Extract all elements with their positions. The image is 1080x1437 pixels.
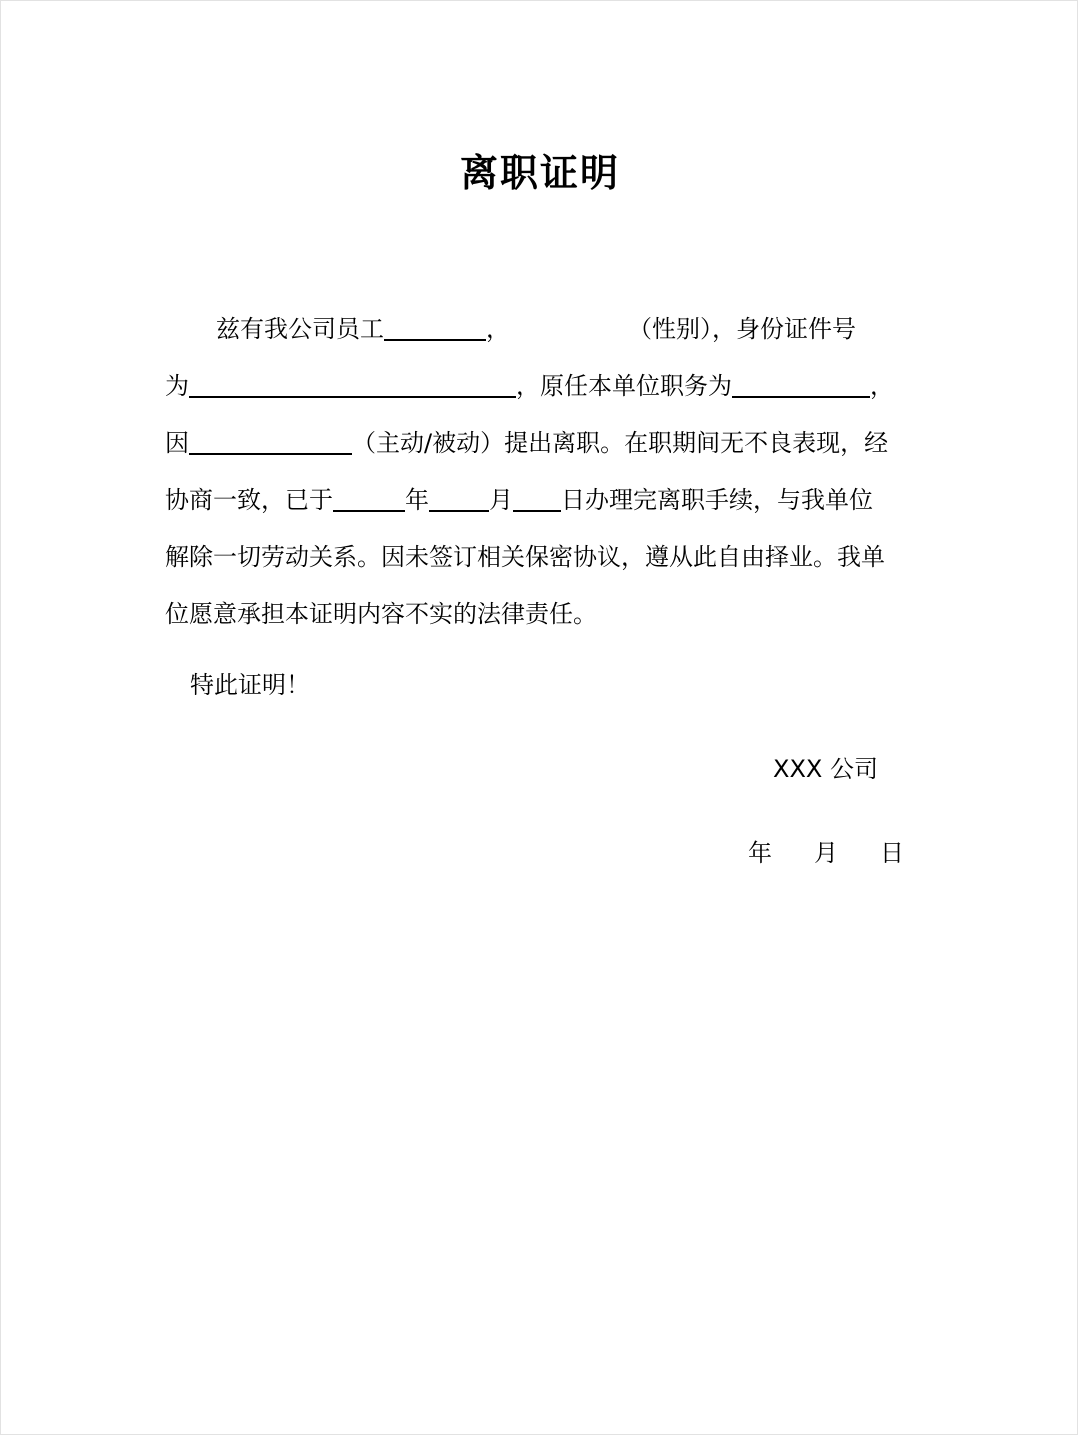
text-position-intro: ，原任本单位职务为	[516, 372, 732, 400]
signature-year: 年	[748, 839, 772, 867]
text-employee-intro: 兹有我公司员工	[216, 315, 384, 343]
paragraph-line-3	[165, 427, 888, 459]
text-line-6: 位愿意承担本证明内容不实的法律责任。	[165, 600, 597, 628]
reason-blank[interactable]	[189, 429, 352, 455]
paragraph-line-6	[165, 598, 597, 630]
document-title: 离职证明	[459, 151, 620, 195]
year-blank[interactable]	[333, 486, 405, 512]
signature-month: 月	[814, 839, 838, 867]
text-comma-2: ，	[870, 372, 894, 400]
signature-day: 日	[880, 839, 904, 867]
closing-statement: 特此证明！	[190, 671, 310, 699]
paragraph-line-1	[216, 313, 856, 345]
paragraph-line-2	[165, 370, 894, 402]
text-month: 月	[489, 486, 513, 514]
signature-date	[748, 837, 904, 869]
text-day-procedure: 日办理完离职手续，与我单位	[561, 486, 873, 514]
text-line-5: 解除一切劳动关系。因未签订相关保密协议，遵从此自由择业。我单	[165, 543, 885, 571]
position-blank[interactable]	[732, 372, 870, 398]
id-number-blank[interactable]	[189, 372, 516, 398]
text-agreement: 协商一致，已于	[165, 486, 333, 514]
paragraph-line-5	[165, 541, 885, 573]
paragraph-line-4	[165, 484, 873, 516]
month-blank[interactable]	[429, 486, 489, 512]
text-resignation-type: （主动/被动）提出离职。在职期间无不良表现，经	[352, 429, 889, 457]
text-wei: 为	[165, 372, 189, 400]
employee-name-blank[interactable]	[384, 315, 486, 341]
signature-company: XXX 公司	[773, 755, 878, 783]
text-yin: 因	[165, 429, 189, 457]
day-blank[interactable]	[513, 486, 561, 512]
text-comma: ，	[486, 315, 510, 343]
text-year: 年	[405, 486, 429, 514]
text-gender-id: （性别），身份证件号	[628, 315, 856, 343]
